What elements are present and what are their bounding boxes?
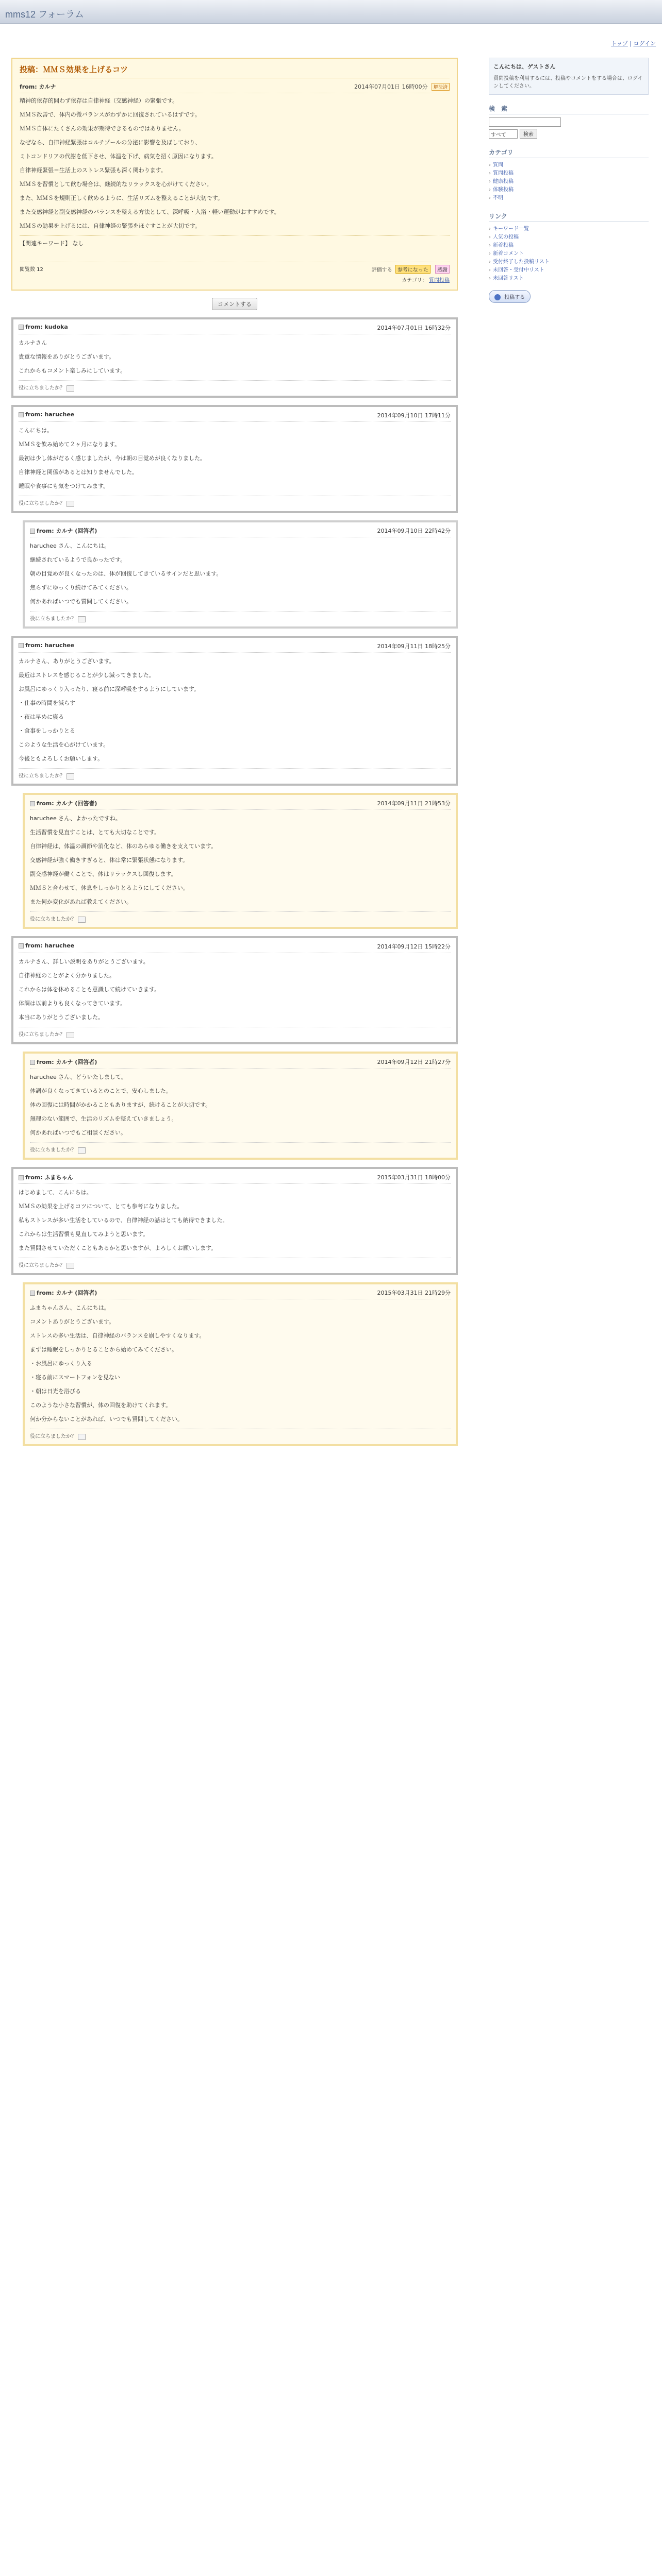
answer-paragraph: カルナさん、ありがとうございます。 xyxy=(19,658,115,665)
comment-button-wrap xyxy=(11,298,458,310)
user-icon xyxy=(30,529,35,534)
answer-author xyxy=(19,411,74,419)
question-paragraph: ミトコンドリアの代謝を低下させ、体温を下げ、病気を招く原因になります。 xyxy=(20,153,217,160)
answer-paragraph: 自律神経と関係があるとは知りませんでした。 xyxy=(19,469,138,476)
answer-paragraph: ストレスの多い生活は、自律神経のバランスを崩しやすくなります。 xyxy=(30,1332,205,1339)
post-icon xyxy=(494,294,501,300)
comment-button[interactable]: コメントする xyxy=(212,298,257,310)
answer-item xyxy=(23,520,458,629)
sidebar-link-item[interactable]: › 新着コメント xyxy=(489,250,649,258)
answer-header xyxy=(19,642,451,653)
answer-date: 2014年09月12日 15時22分 xyxy=(377,943,451,950)
answer-paragraph: ふまちゃんさん、こんにちは。 xyxy=(30,1304,110,1311)
sidebar-category-item[interactable]: › 質問投稿 xyxy=(489,170,649,178)
answer-date: 2015年03月31日 21時29分 xyxy=(377,1290,451,1296)
answer-paragraph: 生活習慣を見直すことは、とても大切なことです。 xyxy=(30,829,160,836)
search-button[interactable]: 検索 xyxy=(520,129,537,139)
keywords-label: 【関連キーワード】 xyxy=(20,240,71,247)
helpful-question: 役に立ちましたか？ xyxy=(19,501,65,506)
answer-paragraph: 自律神経のことがよく分かりました。 xyxy=(19,972,115,979)
link-title: リンク xyxy=(489,212,649,222)
category-link[interactable]: 質問投稿 xyxy=(429,278,450,283)
helpful-vote-button[interactable] xyxy=(67,501,74,507)
answer-paragraph: ＭＭＳの効果を上げるコツについて、とても参考になりました。 xyxy=(19,1203,183,1210)
question-paragraph: ＭＭＳを習慣として飲む場合は、継続的なリラックスを心がけてください。 xyxy=(20,181,212,188)
answer-paragraph: 今後ともよろしくお願いします。 xyxy=(19,755,104,762)
answer-paragraph: 最近はストレスを感じることが少し減ってきました。 xyxy=(19,672,155,679)
helpful-question: 役に立ちましたか？ xyxy=(19,1263,65,1268)
resolved-badge: 解決済 xyxy=(432,83,450,91)
user-icon xyxy=(19,1175,24,1180)
question-paragraph: また、ＭＭＳを規則正しく飲めるように、生活リズムを整えることが大切です。 xyxy=(20,195,223,201)
helpful-question: 役に立ちましたか？ xyxy=(19,1032,65,1038)
answer-author-name: from: ふまちゃん xyxy=(25,1174,73,1181)
category-label: カテゴリ： xyxy=(402,278,427,283)
question-paragraph: また交感神経と副交感神経のバランスを整える方法として、深呼吸・入浴・軽い運動がおすすめです。 xyxy=(20,209,280,215)
answer-header xyxy=(19,324,451,334)
answer-author xyxy=(30,1289,97,1297)
helpful-vote-button[interactable] xyxy=(67,1263,74,1269)
answer-item xyxy=(11,1167,458,1275)
answer-paragraph: ＭＭＳと合わせて、休息をしっかりとるようにしてください。 xyxy=(30,885,189,891)
answer-date: 2015年03月31日 18時00分 xyxy=(377,1174,451,1181)
answer-paragraph: これからは体を休めることも意識して続けていきます。 xyxy=(19,986,160,993)
guest-box xyxy=(489,58,649,95)
answer-author xyxy=(19,942,74,951)
answer-paragraph: 最初は少し体がだるく感じましたが、今は朝の目覚めが良くなりました。 xyxy=(19,455,206,462)
answer-footer xyxy=(30,1429,451,1440)
answer-paragraph: 交感神経が強く働きすぎると、体は常に緊張状態になります。 xyxy=(30,857,189,863)
top-link[interactable]: トップ xyxy=(611,40,628,47)
answer-date: 2014年09月12日 21時27分 xyxy=(377,1059,451,1065)
rating-area xyxy=(372,265,450,274)
category-title: カテゴリ xyxy=(489,148,649,158)
site-title[interactable]: mms12 フォーラム xyxy=(5,9,84,20)
answer-header xyxy=(30,527,451,537)
answer-paragraph: 副交感神経が働くことで、体はリラックスし回復します。 xyxy=(30,871,177,877)
answer-paragraph: 自律神経は、体温の調節や消化など、体のあらゆる働きを支えています。 xyxy=(30,843,217,850)
user-icon xyxy=(30,801,35,806)
user-icon xyxy=(30,1060,35,1065)
answer-paragraph: haruchee さん、どういたしまして。 xyxy=(30,1074,127,1080)
category-line xyxy=(20,276,450,283)
answer-author xyxy=(30,1058,97,1066)
answer-paragraph: このような生活を心がけています。 xyxy=(19,741,109,748)
search-options xyxy=(489,129,649,139)
answer-paragraph: これからもコメント楽しみにしています。 xyxy=(19,367,126,374)
answer-author-name: from: haruchee xyxy=(25,642,75,649)
answer-paragraph: 睡眠や食事にも気をつけてみます。 xyxy=(19,483,109,489)
helpful-question: 役に立ちましたか？ xyxy=(19,385,65,391)
answer-paragraph: こんにちは。 xyxy=(19,427,53,434)
answer-paragraph: 焦らずにゆっくり続けてみてください。 xyxy=(30,584,132,591)
helpful-question: 役に立ちましたか？ xyxy=(19,773,65,779)
helpful-vote-button[interactable] xyxy=(78,1147,86,1154)
thanks-button[interactable]: 感謝 xyxy=(435,265,450,274)
question-paragraph: 精神的依存的問わず依存は自律神経（交感神経）の緊張です。 xyxy=(20,97,178,104)
answer-date: 2014年09月11日 21時53分 xyxy=(377,800,451,807)
helpful-vote-button[interactable] xyxy=(78,917,86,923)
answer-author-name: from: カルナ (回答者) xyxy=(37,1290,97,1296)
answer-footer xyxy=(19,380,451,392)
answer-paragraph: ・食事をしっかりとる xyxy=(19,727,75,734)
question-paragraph: ＭＭＳ改善で、体内の微バランスがわずかに回復されているはずです。 xyxy=(20,111,201,118)
answer-author-name: from: kudoka xyxy=(25,324,68,330)
answer-author xyxy=(30,527,97,535)
sidebar-category-item[interactable]: › 体験投稿 xyxy=(489,186,649,194)
top-bar xyxy=(0,0,662,24)
answer-paragraph: 継続されているようで良かったです。 xyxy=(30,556,126,563)
question-meta xyxy=(354,82,450,91)
answer-footer xyxy=(19,1027,451,1038)
sidebar-link-item[interactable]: › キーワード一覧 xyxy=(489,225,649,233)
question-body xyxy=(20,96,450,230)
answer-item xyxy=(23,1282,458,1446)
answer-paragraph: 体の回復には時間がかかることもありますが、続けることが大切です。 xyxy=(30,1101,211,1108)
sidebar-category-item[interactable]: › 質問 xyxy=(489,161,649,170)
answer-author-name: from: カルナ (回答者) xyxy=(37,1059,97,1065)
keywords xyxy=(20,235,450,247)
keywords-value: なし xyxy=(72,240,84,247)
answer-author xyxy=(30,799,97,807)
top-links: トップ | ログイン xyxy=(611,40,656,47)
post-button-label: 投稿する xyxy=(504,295,525,300)
answer-paragraph: 私もストレスが多い生活をしているので、自律神経の話はとても納得できました。 xyxy=(19,1217,228,1224)
answer-item xyxy=(11,636,458,786)
answer-item xyxy=(11,405,458,513)
question-paragraph: なぜなら、自律神経緊張はコルチゾールの分泌に影響を及ぼしており、 xyxy=(20,139,201,146)
search-scope-select[interactable]: すべて xyxy=(489,129,518,139)
answer-paragraph: これからは生活習慣も見直してみようと思います。 xyxy=(19,1231,149,1238)
answer-header xyxy=(30,1289,451,1299)
post-button[interactable] xyxy=(489,290,531,303)
answer-paragraph: ＭＭＳを飲み始めて２ヶ月になります。 xyxy=(19,441,121,448)
helpful-vote-button[interactable] xyxy=(67,1032,74,1038)
category-list xyxy=(489,161,649,202)
login-link[interactable]: ログイン xyxy=(633,40,656,47)
helpful-question: 役に立ちましたか？ xyxy=(30,1434,76,1439)
answer-paragraph: また何か変化があれば教えてください。 xyxy=(30,899,132,905)
answer-item xyxy=(11,317,458,398)
helpful-question: 役に立ちましたか？ xyxy=(30,616,76,622)
answer-paragraph: はじめまして、こんにちは。 xyxy=(19,1189,92,1196)
answer-footer xyxy=(30,911,451,923)
link-list xyxy=(489,225,649,283)
helpful-vote-button[interactable] xyxy=(78,616,86,622)
answer-paragraph: ・寝る前にスマートフォンを見ない xyxy=(30,1374,120,1381)
sidebar-link-item[interactable]: › 未回答・受付中リスト xyxy=(489,266,649,275)
answer-paragraph: コメントありがとうございます。 xyxy=(30,1318,115,1325)
answer-paragraph: 無理のない範囲で、生活のリズムを整えていきましょう。 xyxy=(30,1115,177,1122)
sidebar-category-item[interactable]: › 不明 xyxy=(489,194,649,202)
question-paragraph: ＭＭＳ自体にたくさんの効果が期待できるものではありません。 xyxy=(20,125,185,132)
guest-intro: 質問投稿を利用するには、投稿やコメントをする場合は、ログインしてください。 xyxy=(493,76,643,89)
answer-header xyxy=(30,799,451,810)
answer-paragraph: haruchee さん、こんにちは。 xyxy=(30,543,110,549)
sidebar-category-item[interactable]: › 健康投稿 xyxy=(489,178,649,186)
answer-date: 2014年09月11日 18時25分 xyxy=(377,643,451,650)
question-author: from: カルナ xyxy=(20,83,56,90)
helpful-vote-button[interactable] xyxy=(67,773,74,779)
answer-paragraph: ・お風呂にゆっくり入る xyxy=(30,1360,92,1367)
sidebar-link-item[interactable]: › 新着投稿 xyxy=(489,242,649,250)
answer-paragraph: 何かあればいつでも質問してください。 xyxy=(30,598,132,605)
answer-list xyxy=(11,317,458,1446)
answer-footer xyxy=(19,768,451,779)
view-count: 閲覧数 12 xyxy=(20,267,43,273)
answer-author-name: from: haruchee xyxy=(25,942,75,949)
question-date: 2014年07月01日 16時00分 xyxy=(354,83,428,90)
guest-greeting: こんにちは、ゲストさん xyxy=(493,63,556,70)
helpful-question: 役に立ちましたか？ xyxy=(30,1147,76,1153)
answer-author-name: from: カルナ (回答者) xyxy=(37,528,97,534)
answer-author xyxy=(19,642,74,650)
answer-paragraph: このような小さな習慣が、体の回復を助けてくれます。 xyxy=(30,1402,172,1409)
question-title: 投稿：ＭＭＳ効果を上げるコツ xyxy=(20,64,450,78)
answer-paragraph: 何かあればいつでもご相談ください。 xyxy=(30,1129,126,1136)
answer-paragraph: まずは睡眠をしっかりとることから始めてみてください。 xyxy=(30,1346,177,1353)
question-paragraph: ＭＭＳの効果を上げるには、自律神経の緊張をほぐすことが大切です。 xyxy=(20,223,201,229)
sidebar xyxy=(489,58,649,303)
helpful-vote-button[interactable] xyxy=(67,385,74,392)
answer-date: 2014年09月10日 22時42分 xyxy=(377,528,451,534)
main-column xyxy=(11,58,458,1453)
answer-footer xyxy=(30,611,451,622)
answer-footer xyxy=(19,1258,451,1269)
answer-footer xyxy=(30,1142,451,1154)
answer-paragraph: 朝の目覚めが良くなったのは、体が回復してきているサインだと思います。 xyxy=(30,570,222,577)
user-icon xyxy=(19,325,24,330)
rating-label: 評価する xyxy=(371,267,392,273)
answer-author-name: from: カルナ (回答者) xyxy=(37,800,97,807)
answer-paragraph: haruchee さん、よかったですね。 xyxy=(30,815,121,822)
answer-paragraph: お風呂にゆっくり入ったり、寝る前に深呼吸をするようにしています。 xyxy=(19,686,200,692)
answer-date: 2014年07月01日 16時32分 xyxy=(377,325,451,331)
answer-header xyxy=(19,411,451,422)
sidebar-link-item[interactable]: › 人気の投稿 xyxy=(489,233,649,242)
answer-paragraph: 体調が良くなってきているとのことで、安心しました。 xyxy=(30,1088,172,1094)
search-form xyxy=(489,117,649,127)
answer-author-name: from: haruchee xyxy=(25,411,75,418)
answer-author xyxy=(19,1173,73,1181)
answer-header xyxy=(19,1173,451,1184)
user-icon xyxy=(19,943,24,948)
answer-paragraph: また質問させていただくこともあるかと思いますが、よろしくお願いします。 xyxy=(19,1245,217,1251)
answer-item xyxy=(23,1052,458,1160)
answer-paragraph: 体調は以前よりも良くなってきています。 xyxy=(19,1000,126,1007)
answer-paragraph: 貴重な情報をありがとうございます。 xyxy=(19,353,115,360)
search-title: 検 索 xyxy=(489,104,649,114)
helpful-button[interactable]: 参考になった xyxy=(395,265,431,274)
search-input[interactable] xyxy=(489,117,561,127)
user-icon xyxy=(19,412,24,417)
answer-paragraph: 本当にありがとうございました。 xyxy=(19,1014,104,1021)
question-header xyxy=(20,82,450,93)
user-icon xyxy=(19,643,24,648)
answer-header xyxy=(30,1058,451,1069)
helpful-question: 役に立ちましたか？ xyxy=(30,917,76,922)
question-footer xyxy=(20,262,450,274)
answer-header xyxy=(19,942,451,953)
user-icon xyxy=(30,1291,35,1296)
sidebar-link-item[interactable]: › 受付終了した投稿リスト xyxy=(489,258,649,266)
answer-paragraph: ・仕事の時間を減らす xyxy=(19,700,75,706)
answer-paragraph: 何か分からないことがあれば、いつでも質問してください。 xyxy=(30,1416,183,1422)
answer-paragraph: カルナさん xyxy=(19,340,47,346)
answer-author xyxy=(19,324,68,332)
answer-item xyxy=(23,793,458,929)
helpful-vote-button[interactable] xyxy=(78,1434,86,1440)
answer-paragraph: ・夜は早めに寝る xyxy=(19,714,64,720)
question-box xyxy=(11,58,458,291)
answer-date: 2014年09月10日 17時11分 xyxy=(377,412,451,419)
answer-item xyxy=(11,936,458,1044)
question-paragraph: 自律神経緊張＝生活上のストレス緊張も深く関わります。 xyxy=(20,167,167,174)
answer-paragraph: ・朝は日光を浴びる xyxy=(30,1388,81,1395)
answer-footer xyxy=(19,496,451,507)
answer-paragraph: カルナさん、詳しい説明をありがとうございます。 xyxy=(19,958,149,965)
sidebar-link-item[interactable]: › 未回答リスト xyxy=(489,275,649,283)
